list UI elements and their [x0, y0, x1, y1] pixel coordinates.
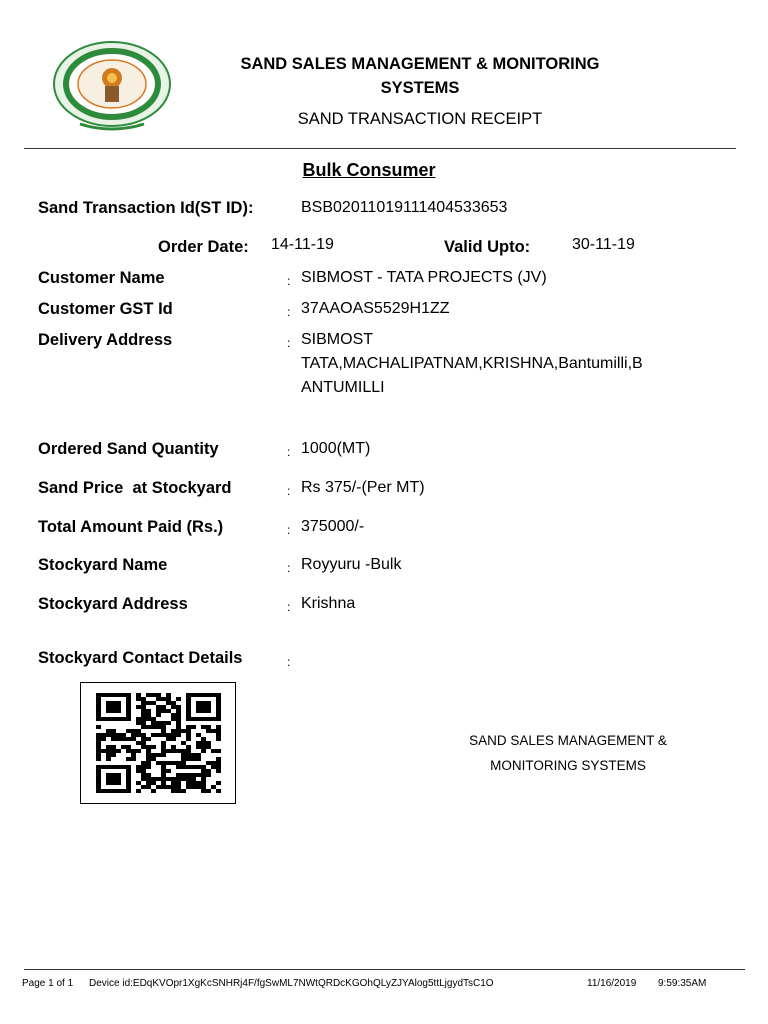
footer-date: 11/16/2019	[587, 978, 637, 989]
colon-separator: :	[287, 445, 291, 459]
stockyard-name-value: Royyuru -Bulk	[301, 556, 402, 573]
delivery-address-line3: ANTUMILLI	[301, 379, 385, 396]
ordered-quantity-value: 1000(MT)	[301, 440, 371, 457]
footer-brand	[430, 728, 706, 778]
footer-device-id: Device id:EDqKVOpr1XgKcSNHRj4F/fgSwML7NWtQRDcKGOhQLyZJYAlog5ttLjgydTsC1O	[89, 978, 494, 989]
delivery-address-label: Delivery Address	[38, 331, 173, 349]
header-divider	[24, 148, 736, 149]
transaction-id-value: BSB02011019111404533653	[301, 199, 508, 216]
customer-name-value: SIBMOST - TATA PROJECTS (JV)	[301, 269, 547, 286]
footer-divider	[24, 969, 745, 970]
total-amount-label: Total Amount Paid (Rs.)	[38, 518, 224, 536]
footer-page-number: Page 1 of 1	[22, 978, 74, 989]
colon-separator: :	[287, 561, 291, 575]
customer-gst-value: 37AAOAS5529H1ZZ	[301, 300, 450, 317]
header-title-line2: SYSTEMS	[380, 79, 460, 97]
delivery-address-line1: SIBMOST	[301, 331, 374, 348]
delivery-address-line2: TATA,MACHALIPATNAM,KRISHNA,Bantumilli,B	[301, 355, 643, 372]
transaction-id-label: Sand Transaction Id(ST ID):	[38, 199, 254, 217]
colon-separator: :	[287, 523, 291, 537]
colon-separator: :	[287, 484, 291, 498]
order-date-label: Order Date:	[158, 238, 249, 256]
sand-price-label: Sand Price at Stockyard	[38, 479, 232, 497]
total-amount-value: 375000/-	[301, 518, 365, 535]
stockyard-contact-label: Stockyard Contact Details	[38, 649, 243, 667]
footer-brand-line1: SAND SALES MANAGEMENT &	[469, 733, 667, 748]
delivery-address-value	[301, 328, 643, 400]
colon-separator: :	[287, 600, 291, 614]
footer-brand-line2: MONITORING SYSTEMS	[490, 758, 646, 773]
valid-upto-label: Valid Upto:	[444, 238, 531, 256]
customer-name-label: Customer Name	[38, 269, 165, 287]
consumer-type-heading: Bulk Consumer	[302, 160, 436, 180]
header-title-line1: SAND SALES MANAGEMENT & MONITORING	[240, 55, 600, 73]
stockyard-address-value: Krishna	[301, 595, 356, 612]
qr-code-icon	[80, 682, 236, 804]
colon-separator: :	[287, 655, 291, 669]
footer-time: 9:59:35AM	[658, 978, 707, 989]
ordered-quantity-label: Ordered Sand Quantity	[38, 440, 219, 458]
colon-separator: :	[287, 305, 291, 319]
order-date-value: 14-11-19	[271, 236, 334, 253]
colon-separator: :	[287, 336, 291, 350]
sand-price-value: Rs 375/-(Per MT)	[301, 479, 425, 496]
customer-gst-label: Customer GST Id	[38, 300, 173, 318]
receipt-subtitle: SAND TRANSACTION RECEIPT	[297, 110, 543, 128]
stockyard-address-label: Stockyard Address	[38, 595, 188, 613]
stockyard-name-label: Stockyard Name	[38, 556, 168, 574]
header-title	[200, 52, 640, 100]
government-emblem-logo-icon	[50, 38, 175, 138]
colon-separator: :	[287, 274, 291, 288]
valid-upto-value: 30-11-19	[572, 236, 635, 253]
